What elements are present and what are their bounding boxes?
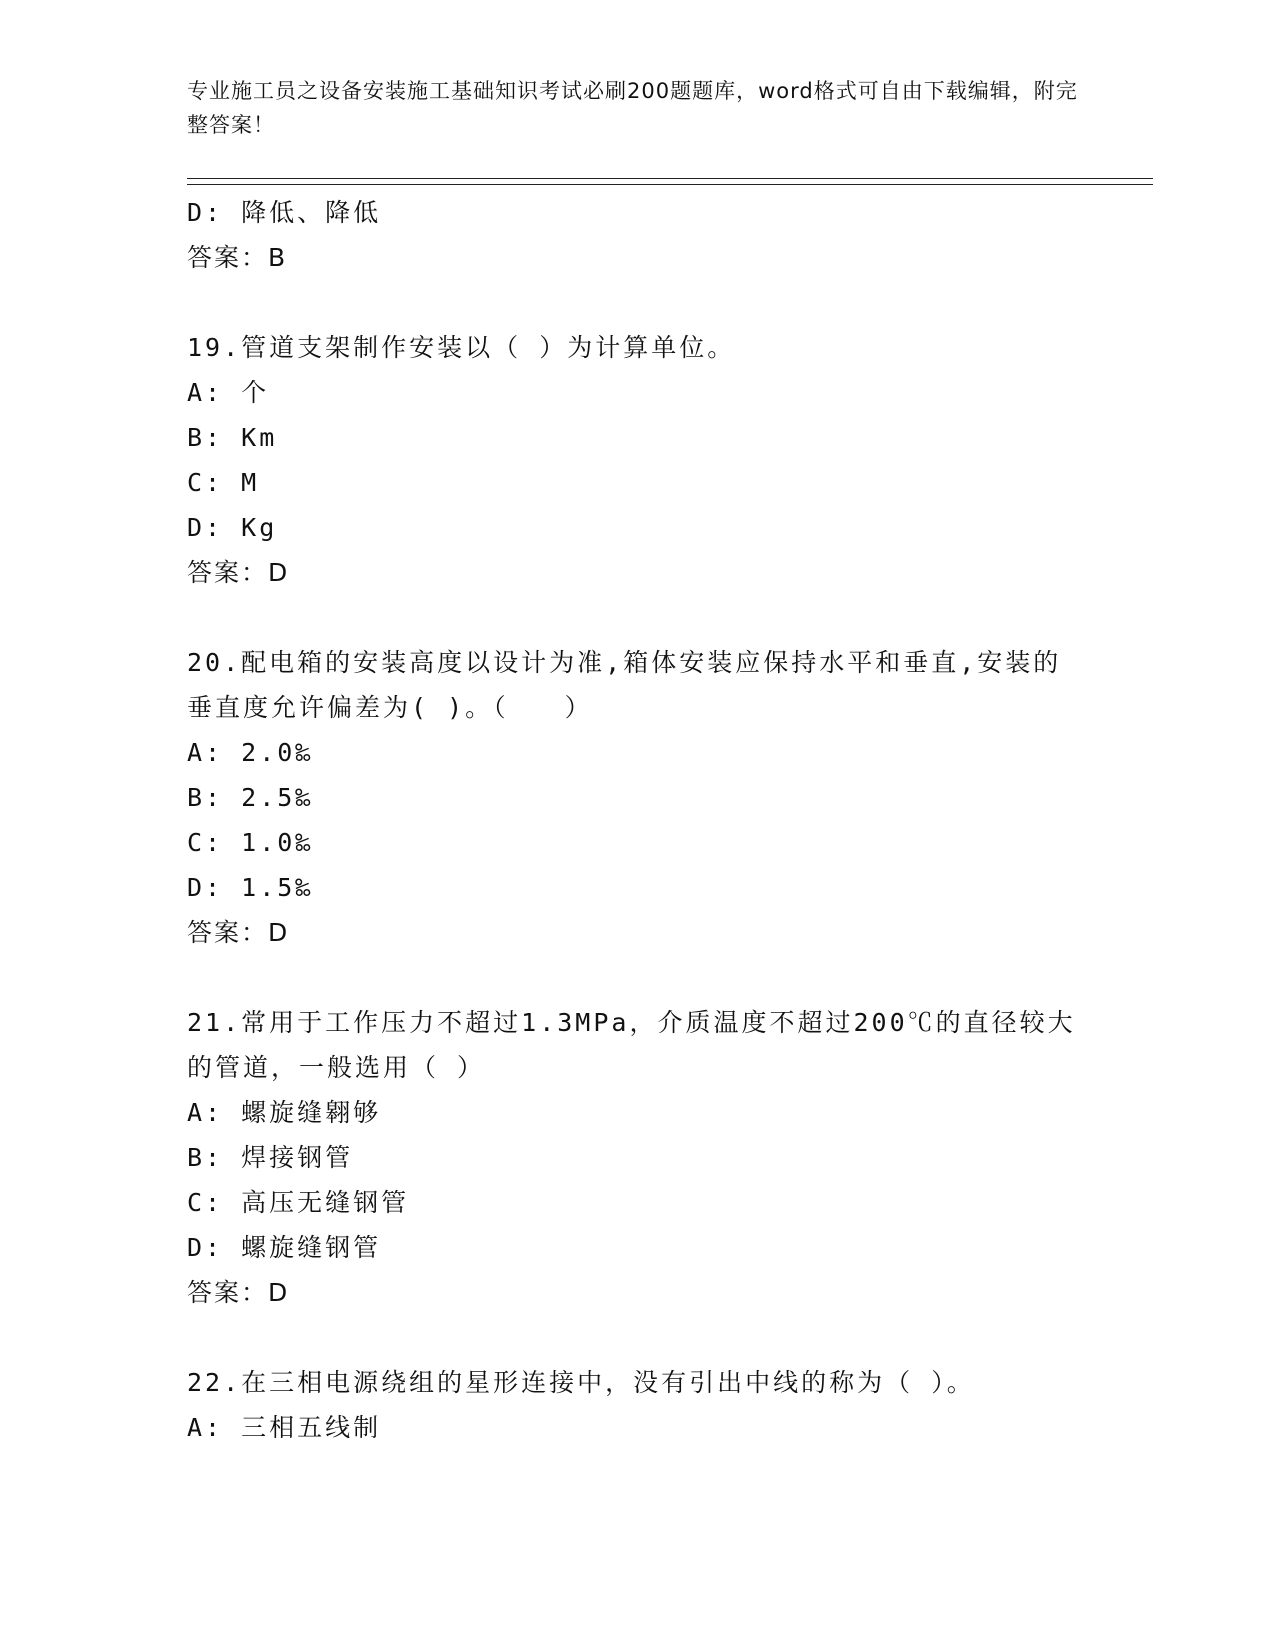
option-c: C: M (187, 468, 260, 497)
question-stem: 21.常用于工作压力不超过1.3MPa，介质温度不超过200℃的直径较大的管道，一般选用（ ） (187, 1008, 1076, 1082)
option-d: D: 1.5‰ (187, 873, 314, 902)
option-a: A: 螺旋缝翱够 (187, 1098, 382, 1127)
document-body (187, 190, 1087, 1450)
question-stem: 19.管道支架制作安装以（ ）为计算单位。 (187, 333, 736, 362)
question-22 (187, 1360, 1087, 1450)
option-b: B: 2.5‰ (187, 783, 314, 812)
spacer (187, 280, 1087, 325)
header-rule-bottom (187, 184, 1153, 185)
question-19 (187, 325, 1087, 595)
option-d: D: Kg (187, 513, 278, 542)
option-b: B: Km (187, 423, 278, 452)
option-c: C: 高压无缝钢管 (187, 1188, 410, 1217)
answer: 答案：D (187, 558, 290, 587)
option-a: A: 个 (187, 378, 270, 407)
prev-answer: 答案：B (187, 243, 288, 272)
option-b: B: 焊接钢管 (187, 1143, 354, 1172)
header-rule-top (187, 178, 1153, 179)
option-a: A: 三相五线制 (187, 1413, 382, 1442)
question-stem: 20.配电箱的安装高度以设计为准,箱体安装应保持水平和垂直,安装的垂直度允许偏差为( )。（ ） (187, 648, 1062, 722)
question-21 (187, 1000, 1087, 1315)
spacer (187, 595, 1087, 640)
spacer (187, 955, 1087, 1000)
question-stem: 22.在三相电源绕组的星形连接中，没有引出中线的称为（ ）。 (187, 1368, 975, 1397)
prev-option-d: D: 降低、降低 (187, 198, 382, 227)
answer: 答案：D (187, 918, 290, 947)
option-a: A: 2.0‰ (187, 738, 314, 767)
option-c: C: 1.0‰ (187, 828, 314, 857)
question-20 (187, 640, 1087, 955)
spacer (187, 1315, 1087, 1360)
answer: 答案：D (187, 1278, 290, 1307)
document-header: 专业施工员之设备安装施工基础知识考试必刷200题题库，word格式可自由下载编辑，附完整答案！ (187, 79, 1078, 137)
option-d: D: 螺旋缝钢管 (187, 1233, 382, 1262)
